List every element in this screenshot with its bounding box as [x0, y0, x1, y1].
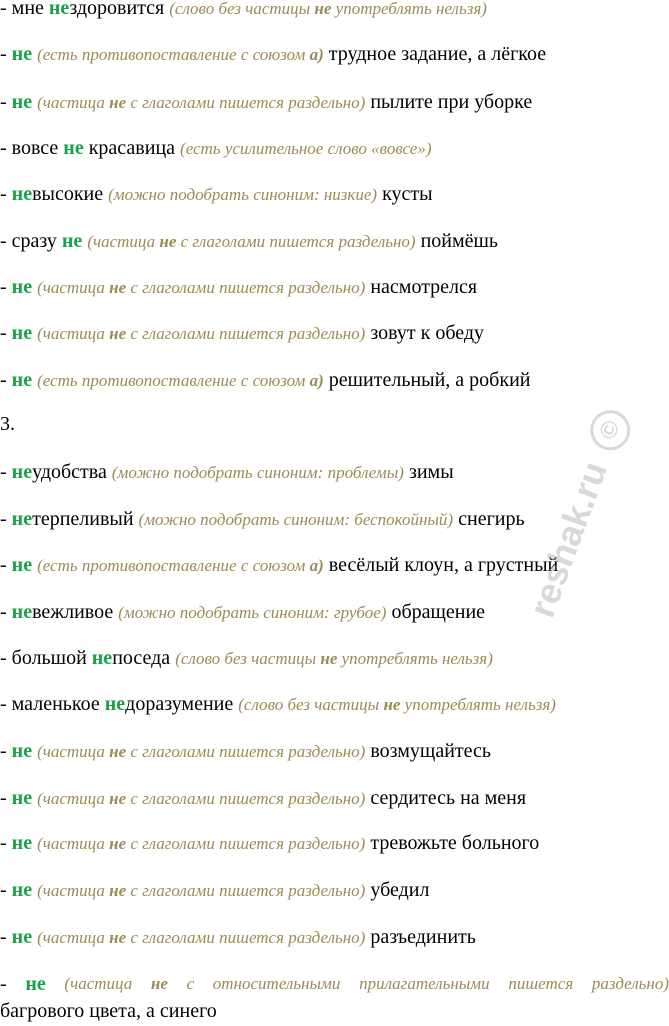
line-prefix: 3.	[0, 413, 15, 435]
rule-note-text: (можно подобрать синоним: низкие)	[108, 185, 378, 204]
exercise-line	[0, 368, 530, 393]
rule-note	[37, 278, 365, 297]
particle-ne: не	[11, 369, 33, 391]
rule-note	[180, 139, 431, 158]
line-prefix: -	[0, 926, 12, 948]
line-tail: трудное задание, а лёгкое	[323, 43, 547, 65]
rule-note-text: (частица	[37, 278, 110, 297]
rule-note-text: (частица	[37, 834, 110, 853]
last-item-note-word: (частица	[64, 974, 133, 993]
particle-ne: не	[11, 879, 33, 901]
rule-note-text: употреблять нельзя)	[400, 695, 556, 714]
last-item-dash: -	[0, 973, 7, 995]
line-tail: убедил	[365, 879, 430, 901]
line-tail: кусты	[377, 183, 433, 205]
rule-note	[37, 93, 365, 112]
rule-note-emphasis: не	[109, 881, 127, 900]
line-prefix: -	[0, 91, 12, 113]
exercise-line	[0, 925, 476, 950]
exercise-line	[0, 878, 429, 903]
particle-ne: не	[11, 461, 33, 483]
particle-ne: не	[61, 230, 83, 252]
particle-ne: не	[104, 693, 126, 715]
particle-ne: не	[11, 601, 33, 623]
rule-note-emphasis: а)	[309, 371, 324, 390]
rule-note-text: с глаголами пишется раздельно)	[126, 93, 366, 112]
rule-note-text: (частица	[37, 742, 110, 761]
rule-note-text: с глаголами пишется раздельно)	[126, 834, 366, 853]
rule-note	[238, 695, 556, 714]
rule-note-text: с глаголами пишется раздельно)	[126, 742, 366, 761]
line-tail: поймёшь	[415, 230, 499, 252]
exercise-line	[0, 182, 433, 207]
exercise-line	[0, 275, 477, 300]
rule-note-text: употреблять нельзя)	[337, 649, 493, 668]
line-tail: зимы	[403, 461, 454, 483]
rule-note	[37, 556, 324, 575]
rule-note-text: (можно подобрать синоним: грубое)	[118, 603, 387, 622]
rule-note	[108, 185, 377, 204]
line-tail: весёлый клоун, а грустный	[323, 554, 559, 576]
particle-ne: не	[48, 0, 70, 19]
watermark-text: reshak.ru	[520, 456, 615, 623]
line-prefix: -	[0, 508, 12, 530]
exercise-line	[0, 553, 558, 578]
rule-note	[118, 603, 386, 622]
rule-note	[169, 0, 487, 18]
particle-ne: не	[11, 554, 33, 576]
line-word: поседа	[112, 647, 176, 669]
exercise-line	[0, 646, 493, 671]
last-item-note-word: относительными	[212, 974, 341, 993]
last-item-continuation: багрового цвета, а синего	[0, 1000, 217, 1022]
line-tail: сердитесь на меня	[365, 787, 527, 809]
exercise-line	[0, 229, 498, 254]
line-tail: разъединить	[365, 926, 476, 948]
line-prefix: -	[0, 601, 12, 623]
exercise-line	[0, 90, 532, 115]
rule-note-emphasis: не	[109, 324, 127, 343]
rule-note-text: с глаголами пишется раздельно)	[126, 278, 366, 297]
rule-note	[37, 834, 365, 853]
rule-note	[37, 928, 365, 947]
exercise-line	[0, 831, 539, 856]
line-prefix: - большой	[0, 647, 92, 669]
exercise-line	[0, 739, 491, 764]
last-item-note-word: прилагательными	[359, 974, 490, 993]
rule-note-text: с глаголами пишется раздельно)	[126, 324, 366, 343]
line-prefix: -	[0, 43, 12, 65]
rule-note-text: (частица	[37, 881, 110, 900]
rule-note-text: (есть усилительное слово «вовсе»)	[180, 139, 432, 158]
particle-ne: не	[11, 276, 33, 298]
rule-note-emphasis: не	[109, 742, 127, 761]
rule-note-text: (частица	[87, 232, 160, 251]
line-prefix: - мне	[0, 0, 49, 19]
rule-note-emphasis: не	[109, 834, 127, 853]
line-tail: тревожьте больного	[365, 832, 540, 854]
rule-note-text: (частица	[37, 324, 110, 343]
line-prefix: -	[0, 183, 12, 205]
rule-note-text: с глаголами пишется раздельно)	[126, 789, 366, 808]
rule-note-emphasis: не	[109, 789, 127, 808]
line-word: красавица	[83, 137, 181, 159]
last-item-line	[0, 972, 669, 996]
line-tail: решительный, а робкий	[323, 369, 531, 391]
rule-note	[112, 463, 404, 482]
line-prefix: - маленькое	[0, 693, 105, 715]
line-prefix: -	[0, 369, 12, 391]
particle-ne: не	[11, 183, 33, 205]
rule-note	[37, 742, 365, 761]
rule-note-text: (слово без частицы	[169, 0, 315, 18]
rule-note-emphasis: не	[109, 928, 127, 947]
rule-note-emphasis: а)	[309, 45, 324, 64]
rule-note-text: (слово без частицы	[238, 695, 384, 714]
rule-note-emphasis: а)	[309, 556, 324, 575]
rule-note-text: (частица	[37, 928, 110, 947]
rule-note	[37, 45, 324, 64]
line-tail: пылите при уборке	[365, 91, 533, 113]
rule-note-emphasis: не	[109, 278, 127, 297]
exercise-line	[0, 600, 485, 625]
line-tail: насмотрелся	[365, 276, 478, 298]
line-prefix: -	[0, 832, 12, 854]
rule-note-text: с глаголами пишется раздельно)	[126, 881, 366, 900]
exercise-line	[0, 692, 556, 717]
rule-note-text: (есть противопоставление с союзом	[37, 45, 310, 64]
particle-ne: не	[11, 322, 33, 344]
rule-note-text: употреблять нельзя)	[331, 0, 487, 18]
rule-note-emphasis: не	[109, 93, 127, 112]
exercise-line	[0, 412, 15, 437]
line-prefix: -	[0, 461, 12, 483]
rule-note-emphasis: не	[314, 0, 332, 18]
rule-note-emphasis: не	[383, 695, 401, 714]
line-prefix: - вовсе	[0, 137, 64, 159]
exercise-line	[0, 507, 525, 532]
line-word: вежливое	[32, 601, 119, 623]
last-item-ne: не	[25, 973, 46, 995]
particle-ne: не	[11, 508, 33, 530]
last-item-note-word: раздельно)	[591, 974, 669, 993]
particle-ne: не	[11, 91, 33, 113]
rule-note	[37, 324, 365, 343]
line-tail: снегирь	[453, 508, 525, 530]
rule-note-text: (частица	[37, 789, 110, 808]
line-prefix: - сразу	[0, 230, 62, 252]
last-item-note-word: не	[150, 974, 168, 993]
rule-note-text: (частица	[37, 93, 110, 112]
rule-note-text: с глаголами пишется раздельно)	[176, 232, 416, 251]
rule-note-text: (можно подобрать синоним: проблемы)	[111, 463, 404, 482]
rule-note	[37, 789, 365, 808]
exercise-line	[0, 460, 454, 485]
rule-note-text: (есть противопоставление с союзом	[37, 371, 310, 390]
line-tail: возмущайтесь	[365, 740, 492, 762]
rule-note	[37, 881, 365, 900]
line-prefix: -	[0, 879, 12, 901]
exercise-line	[0, 42, 546, 67]
particle-ne: не	[11, 740, 33, 762]
rule-note	[37, 371, 324, 390]
last-item-note-word: с	[186, 974, 195, 993]
particle-ne: не	[91, 647, 113, 669]
line-word: здоровится	[69, 0, 170, 19]
last-item-note-word: пишется	[508, 974, 574, 993]
line-word: терпеливый	[32, 508, 139, 530]
particle-ne: не	[11, 832, 33, 854]
line-prefix: -	[0, 276, 12, 298]
particle-ne: не	[11, 926, 33, 948]
exercise-line	[0, 786, 526, 811]
rule-note-text: (есть противопоставление с союзом	[37, 556, 310, 575]
rule-note-text: (можно подобрать синоним: беспокойный)	[138, 510, 454, 529]
line-prefix: -	[0, 787, 12, 809]
line-prefix: -	[0, 554, 12, 576]
exercise-line	[0, 321, 484, 346]
rule-note-text: с глаголами пишется раздельно)	[126, 928, 366, 947]
line-tail: зовут к обеду	[365, 322, 485, 344]
line-tail: обращение	[386, 601, 486, 623]
line-word: удобства	[32, 461, 112, 483]
line-word: доразумение	[125, 693, 239, 715]
line-word: высокие	[32, 183, 109, 205]
rule-note	[87, 232, 415, 251]
particle-ne: не	[11, 787, 33, 809]
particle-ne: не	[11, 43, 33, 65]
rule-note-text: (слово без частицы	[175, 649, 321, 668]
rule-note	[139, 510, 454, 529]
copyright-icon: ©	[585, 405, 636, 456]
rule-note-emphasis: не	[159, 232, 177, 251]
exercise-line	[0, 136, 432, 161]
line-prefix: -	[0, 740, 12, 762]
line-prefix: -	[0, 322, 12, 344]
exercise-line	[0, 0, 487, 21]
particle-ne: не	[63, 137, 84, 159]
rule-note	[175, 649, 493, 668]
rule-note-emphasis: не	[320, 649, 338, 668]
